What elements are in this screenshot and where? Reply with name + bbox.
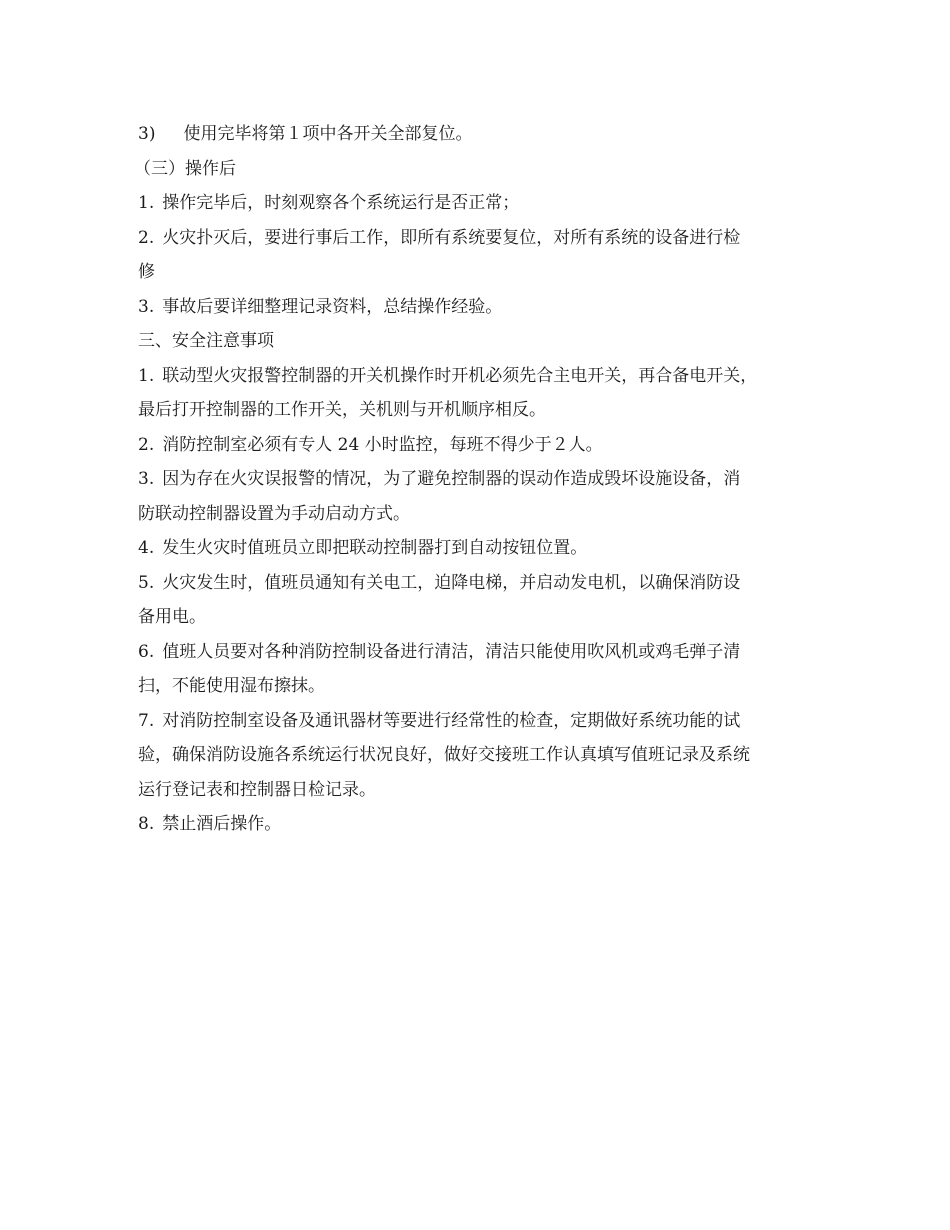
item-text: 备用电。 — [138, 607, 206, 627]
list-item — [138, 117, 828, 152]
list-item — [138, 221, 828, 256]
item-text: 值班人员要对各种消防控制设备进行清洁，清洁只能使用吹风机或鸡毛弹子清 — [162, 641, 741, 662]
list-item-continuation — [138, 600, 828, 635]
item-number: 3. — [138, 296, 155, 317]
item-text: 验，确保消防设施各系统运行状况良好，做好交接班工作认真填写值班记录及系统 — [138, 745, 750, 765]
item-text: 使用完毕将第１项中各开关全部复位。 — [183, 124, 473, 144]
section-heading — [138, 324, 828, 359]
list-item — [138, 635, 828, 670]
item-number: 3. — [138, 469, 155, 489]
item-text: 对消防控制室设备及通讯器材等要进行经常性的检查，定期做好系统功能的试 — [162, 710, 741, 731]
item-number: 5. — [138, 572, 155, 593]
item-text: 因为存在火灾误报警的情况，为了避免控制器的误动作造成毁坏设施设备，消 — [162, 469, 741, 489]
document-body — [134, 117, 828, 842]
list-item-continuation — [138, 669, 828, 704]
list-item — [138, 462, 828, 497]
list-item-continuation — [138, 255, 828, 290]
list-item-continuation — [138, 773, 828, 808]
item-text: 联动型火灾报警控制器的开关机操作时开机必须先合主电开关，再合备电开关， — [162, 365, 758, 386]
item-number: 6. — [138, 641, 155, 662]
section-heading — [134, 152, 828, 187]
item-number: 4. — [138, 538, 155, 558]
section-heading-text: 三、安全注意事项 — [138, 331, 274, 351]
list-item — [138, 359, 828, 394]
list-item-continuation — [138, 393, 828, 428]
list-item — [138, 531, 828, 566]
list-item — [138, 290, 828, 325]
list-item-continuation — [138, 497, 828, 532]
item-text: 修 — [138, 262, 155, 282]
list-item — [138, 566, 828, 601]
item-number: 3) — [138, 124, 156, 144]
section-heading-text: （三）操作后 — [134, 158, 236, 179]
list-item — [138, 428, 828, 463]
list-item — [138, 807, 828, 842]
item-text: 消防控制室必须有专人 24 小时监控，每班不得少于２人。 — [162, 434, 603, 455]
item-text: 操作完毕后，时刻观察各个系统运行是否正常； — [162, 193, 520, 213]
list-item — [138, 186, 828, 221]
item-text: 运行登记表和控制器日检记录。 — [138, 779, 376, 800]
item-number: 8. — [138, 814, 155, 834]
list-item-continuation — [138, 738, 828, 773]
item-number: 2. — [138, 227, 155, 248]
item-text: 火灾扑灭后，要进行事后工作，即所有系统要复位，对所有系统的设备进行检 — [162, 227, 741, 248]
item-number: 2. — [138, 434, 155, 455]
item-text: 防联动控制器设置为手动启动方式。 — [138, 503, 410, 524]
item-number: 7. — [138, 710, 155, 731]
item-text: 事故后要详细整理记录资料，总结操作经验。 — [162, 296, 503, 317]
list-item — [138, 704, 828, 739]
item-text: 扫，不能使用湿布擦抹。 — [138, 676, 325, 696]
item-text: 发生火灾时值班员立即把联动控制器打到自动按钮位置。 — [162, 538, 588, 558]
item-text: 火灾发生时，值班员通知有关电工，迫降电梯，并启动发电机，以确保消防设 — [162, 572, 741, 593]
item-text: 最后打开控制器的工作开关，关机则与开机顺序相反。 — [138, 400, 546, 420]
item-number: 1. — [138, 365, 155, 386]
item-number: 1. — [138, 193, 155, 213]
item-text: 禁止酒后操作。 — [162, 814, 282, 834]
